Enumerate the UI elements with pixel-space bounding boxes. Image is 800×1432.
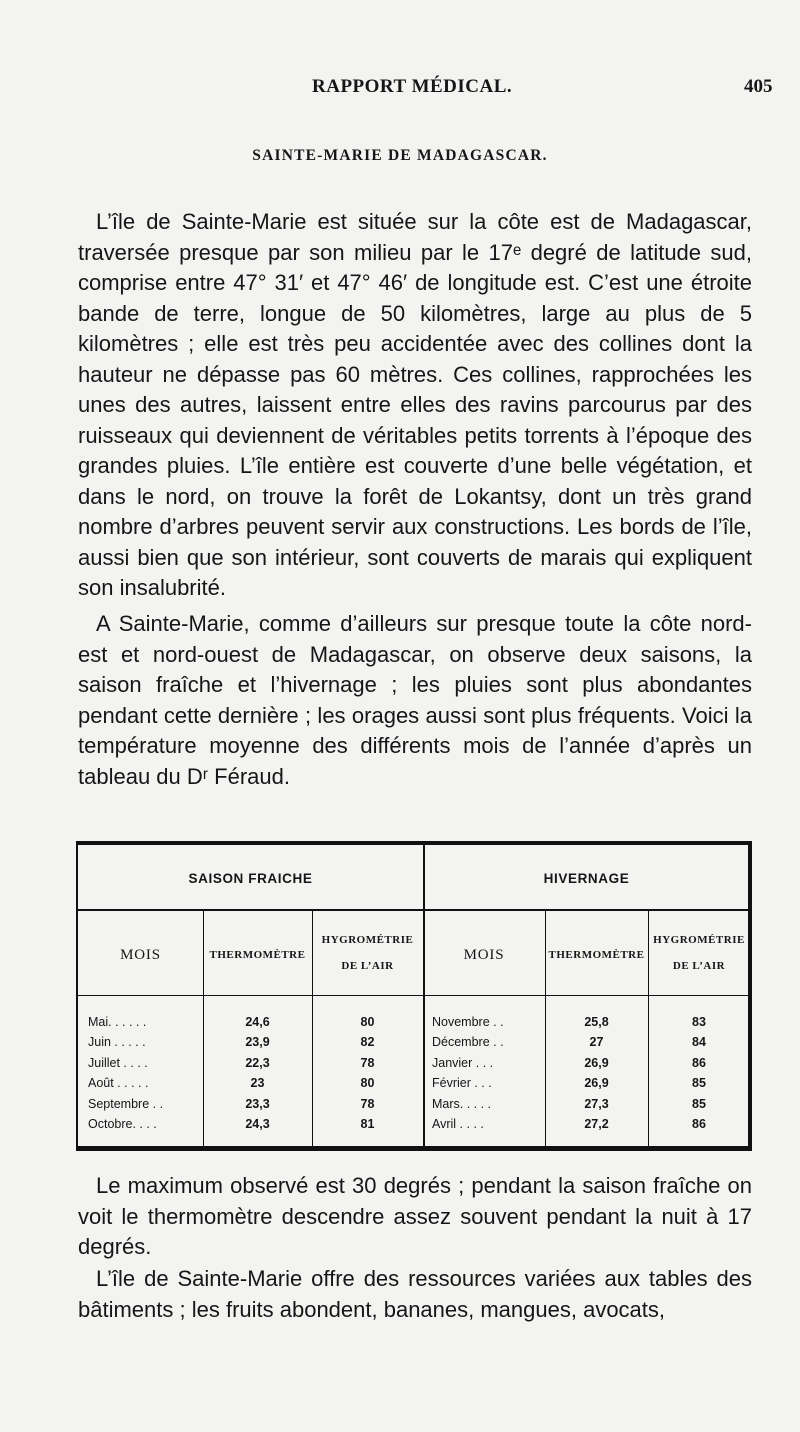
col-hygro-left-line2: DE L’AIR	[341, 960, 394, 972]
section-title: SAINTE-MARIE DE MADAGASCAR.	[252, 147, 548, 164]
season-right-heading: HIVERNAGE	[543, 871, 630, 886]
table-cell: 84	[692, 1035, 706, 1050]
table-cell: 23,9	[245, 1035, 270, 1050]
table-cell: Février . . .	[432, 1076, 492, 1091]
running-title: RAPPORT MÉDICAL.	[312, 76, 513, 97]
left-thermo-column	[203, 1012, 312, 1134]
col-thermo-right: THERMOMÈTRE	[548, 949, 645, 961]
table-cell: Novembre . .	[432, 1015, 504, 1029]
table-cell: 23	[250, 1076, 265, 1091]
table-cell: 81	[360, 1117, 375, 1132]
col-hygro-right-line2: DE L’AIR	[672, 960, 726, 972]
table-cell: 27,3	[584, 1096, 609, 1111]
table-cell: 24,6	[245, 1015, 270, 1029]
col-mois-right: MOIS	[463, 947, 505, 963]
right-months-column	[432, 1012, 544, 1134]
col-hygro-left	[312, 927, 423, 979]
left-months-column	[88, 1012, 200, 1134]
table-cell: Mars. . . . .	[432, 1096, 492, 1111]
table-cell: 78	[360, 1096, 375, 1111]
table-cell: Mai. . . . . .	[88, 1015, 147, 1029]
col-thermo-left: THERMOMÈTRE	[209, 949, 306, 961]
paragraph-maximum: Le maximum observé est 30 degrés ; pendant la saison fraîche on voit le thermomètre descendre assez souvent pendant la nuit à 17 degrés.	[78, 1173, 752, 1259]
table-cell: 25,8	[584, 1015, 609, 1029]
table-cell: 82	[360, 1035, 375, 1050]
table-cell: Janvier . . .	[432, 1055, 494, 1070]
table-cell: Août . . . . .	[88, 1076, 149, 1091]
table-cell: 85	[692, 1096, 706, 1111]
table-cell: 86	[692, 1055, 706, 1070]
table-cell: 24,3	[245, 1117, 270, 1132]
temperature-table	[76, 841, 752, 1151]
table-cell: 27,2	[584, 1117, 609, 1132]
col-hygro-left-line1: HYGROMÉTRIE	[321, 934, 414, 946]
table-cell: 85	[692, 1076, 706, 1091]
table-cell: 78	[360, 1055, 375, 1070]
table-cell: Octobre. . . .	[88, 1117, 157, 1132]
table-rule	[78, 995, 748, 996]
table-cell: Avril . . . .	[432, 1117, 484, 1132]
table-cell: 86	[692, 1117, 706, 1132]
page-number: 405	[744, 76, 773, 97]
table-cell: Juillet . . . .	[88, 1055, 148, 1070]
right-hygro-column	[648, 1012, 750, 1134]
table-cell: Décembre . .	[432, 1035, 504, 1050]
table-cell: 80	[360, 1015, 375, 1029]
paragraph-island-description: L’île de Sainte-Marie est située sur la côte est de Madagascar, traversée presque par son milieu par le 17ᵉ degré de latitude sud, comprise entre 47° 31′ et 47° 46′ de longitude est. C’est une étroite bande de terre, longue de 50 kilomètres, large au plus de 5 kilomètres ; elle est très peu accidentée avec des collines dont la hauteur ne dépasse pas 60 mètres. Ces collines, rapprochées les unes des autres, laissent entre elles des ravins parcourus par des ruisseaux qui deviennent de véritables petits torrents à l’époque des grandes pluies. L’île entière est couverte d’une belle végétation, et dans le nord, on trouve la forêt de Lokantsy, dont un très grand nombre d’arbres peuvent servir aux constructions. Les bords de l’île, aussi bien que son intérieur, sont couverts de marais qui expliquent son insalubrité.	[78, 209, 752, 600]
paragraph-resources: L’île de Sainte-Marie offre des ressources variées aux tables des bâtiments ; les fruits abondent, bananes, mangues, avocats,	[78, 1266, 752, 1322]
col-hygro-right	[648, 927, 750, 979]
table-rule	[78, 909, 748, 911]
table-cell: Septembre . .	[88, 1096, 164, 1111]
table-cell: 27	[589, 1035, 604, 1050]
col-hygro-right-line1: HYGROMÉTRIE	[653, 934, 745, 946]
table-cell: 80	[360, 1076, 375, 1091]
table-cell: 26,9	[584, 1055, 609, 1070]
right-thermo-column	[545, 1012, 648, 1134]
table-cell: 23,3	[245, 1096, 270, 1111]
table-cell: 83	[692, 1015, 706, 1029]
table-cell: 26,9	[584, 1076, 609, 1091]
table-cell: 22,3	[245, 1055, 270, 1070]
paragraph-seasons: A Sainte-Marie, comme d’ailleurs sur presque toute la côte nord-est et nord-ouest de Madagascar, on observe deux saisons, la saison fraîche et l’hivernage ; les pluies sont plus abondantes pendant cette dernière ; les orages aussi sont plus fréquents. Voici la température moyenne des différents mois de l’année d’après un tableau du Dʳ Féraud.	[78, 611, 752, 789]
table-cell: Juin . . . . .	[88, 1035, 146, 1050]
col-mois-left: MOIS	[120, 947, 161, 963]
page-header	[0, 76, 800, 106]
season-left-heading: SAISON FRAICHE	[188, 871, 313, 886]
left-hygro-column	[312, 1012, 423, 1134]
